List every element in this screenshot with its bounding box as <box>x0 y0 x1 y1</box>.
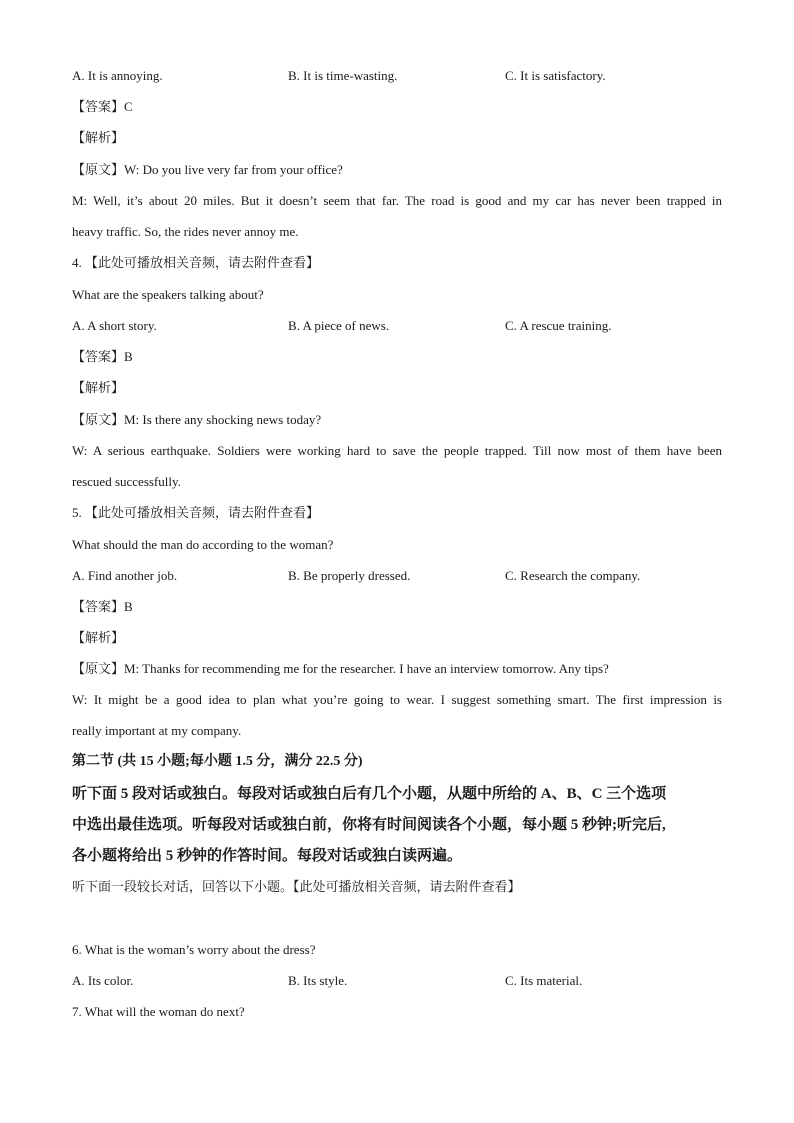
q4-answer: 【答案】B <box>72 349 133 364</box>
q3-option-b: B. It is time-wasting. <box>288 68 398 83</box>
q3-options <box>72 67 722 85</box>
q7-question: 7. What will the woman do next? <box>72 1004 245 1019</box>
q4-option-c: C. A rescue training. <box>505 318 612 333</box>
q5-option-a: A. Find another job. <box>72 568 178 583</box>
q6-option-a: A. Its color. <box>72 973 134 988</box>
q5-option-b: B. Be properly dressed. <box>288 568 411 583</box>
q3-script-line-3: heavy traffic. So, the rides never annoy me. <box>72 224 299 239</box>
q3-answer: 【答案】C <box>72 99 133 114</box>
q4-script-line-1: 【原文】M: Is there any shocking news today? <box>72 412 322 427</box>
q5-option-c: C. Research the company. <box>505 568 641 583</box>
q5-answer: 【答案】B <box>72 599 133 614</box>
q5-script-line-3: really important at my company. <box>72 723 242 738</box>
q5-script-line-1: 【原文】M: Thanks for recommending me for the researcher. I have an interview tomorrow. Any tips? <box>72 661 609 676</box>
q4-option-b: B. A piece of news. <box>288 318 390 333</box>
q3-script-line-2: M: Well, it’s about 20 miles. But it doesn’t seem that far. The road is good and my car has never been trapped in <box>72 193 722 208</box>
q4-options <box>72 317 722 335</box>
q5-header: 5. 【此处可播放相关音频，请去附件查看】 <box>72 505 320 520</box>
q4-option-a: A. A short story. <box>72 318 157 333</box>
q6-options <box>72 972 722 990</box>
q3-option-a: A. It is annoying. <box>72 68 163 83</box>
q5-analysis: 【解析】 <box>72 630 125 645</box>
q4-script-line-3: rescued successfully. <box>72 474 181 489</box>
q3-analysis: 【解析】 <box>72 130 125 145</box>
q5-options <box>72 567 722 585</box>
section-2-listen-prompt: 听下面一段较长对话，回答以下小题。【此处可播放相关音频，请去附件查看】 <box>72 879 521 894</box>
q5-question: What should the man do according to the woman? <box>72 537 334 552</box>
q5-script-line-2: W: It might be a good idea to plan what you’re going to wear. I suggest something smart. The first impression is <box>72 692 722 707</box>
q6-question: 6. What is the woman’s worry about the dress? <box>72 942 316 957</box>
section-2-instruction-line-1: 听下面 5 段对话或独白。每段对话或独白后有几个小题，从题中所给的 A、B、C 三个选项 <box>72 786 667 802</box>
q4-analysis: 【解析】 <box>72 380 125 395</box>
section-2-title: 第二节 (共 15 小题;每小题 1.5 分，满分 22.5 分) <box>72 754 363 769</box>
q6-option-b: B. Its style. <box>288 973 348 988</box>
q3-option-c: C. It is satisfactory. <box>505 68 606 83</box>
q4-script-line-2: W: A serious earthquake. Soldiers were working hard to save the people trapped. Till now most of them have been <box>72 443 722 458</box>
section-2-instruction-line-2: 中选出最佳选项。听每段对话或独白前，你将有时间阅读各个小题，每小题 5 秒钟;听完后, <box>72 817 666 833</box>
section-2-instruction-line-3: 各小题将给出 5 秒钟的作答时间。每段对话或独白读两遍。 <box>72 848 463 864</box>
q4-header: 4. 【此处可播放相关音频，请去附件查看】 <box>72 255 320 270</box>
q3-script-line-1: 【原文】W: Do you live very far from your office? <box>72 162 343 177</box>
q6-option-c: C. Its material. <box>505 973 583 988</box>
q4-question: What are the speakers talking about? <box>72 287 264 302</box>
